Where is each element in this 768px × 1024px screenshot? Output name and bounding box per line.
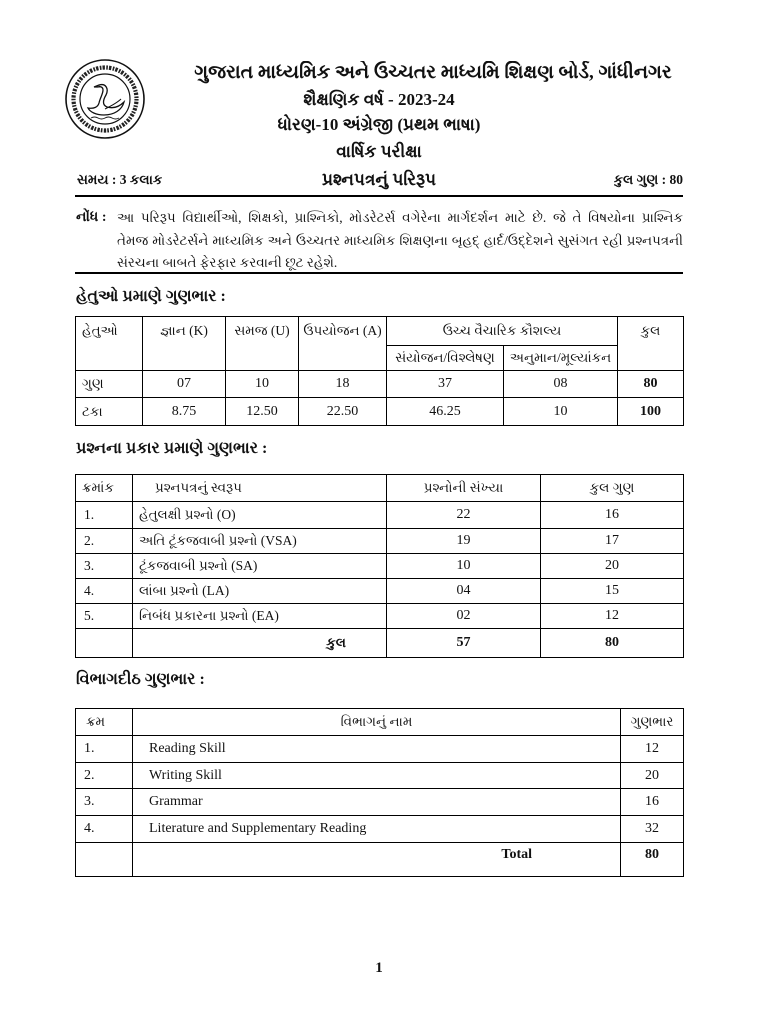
knowledge-value: 8.75	[143, 398, 226, 426]
table-row	[76, 529, 684, 554]
marks: 16	[541, 502, 684, 529]
table-row	[76, 579, 684, 604]
total-question-count: 57	[387, 629, 541, 658]
section-marks: 16	[621, 789, 684, 816]
header-inference-evaluation: અનુમાન/મૂલ્યાંકન	[504, 346, 618, 371]
question-types-table	[75, 474, 684, 658]
table-total-row	[76, 629, 684, 658]
swan-eye	[99, 86, 101, 88]
table-row	[76, 763, 684, 789]
table-header-row	[76, 709, 684, 736]
objectives-weightage-table	[75, 316, 684, 426]
section-name: Literature and Supplementary Reading	[133, 816, 621, 843]
serial-no: 4.	[76, 579, 133, 604]
table-row	[76, 789, 684, 816]
header-higher-order-thinking: ઉચ્ચ વૈચારિક કૌશલ્ય	[387, 317, 618, 346]
serial-no: 2.	[76, 529, 133, 554]
serial-no: 3.	[76, 554, 133, 579]
total-value: 80	[618, 371, 684, 398]
table-row	[76, 502, 684, 529]
evaluation-value: 08	[504, 371, 618, 398]
note-label: નોંધ :	[76, 210, 107, 225]
header-question-type: પ્રશ્નપત્રનું સ્વરૂપ	[133, 475, 387, 502]
header-synthesis-analysis: સંયોજન/વિશ્લેષણ	[387, 346, 504, 371]
header-understanding: સમજ (U)	[226, 317, 299, 371]
table-row	[76, 554, 684, 579]
row-label: ગુણ	[76, 371, 143, 398]
table-row	[76, 371, 684, 398]
serial-no: 4.	[76, 816, 133, 843]
serial-no: 1.	[76, 736, 133, 763]
knowledge-value: 07	[143, 371, 226, 398]
total-value: 100	[618, 398, 684, 426]
section-name: Grammar	[133, 789, 621, 816]
understanding-value: 12.50	[226, 398, 299, 426]
question-count: 19	[387, 529, 541, 554]
question-type: ટૂંકજવાબી પ્રશ્નો (SA)	[133, 554, 387, 579]
question-type: હેતુલક્ષી પ્રશ્નો (O)	[133, 502, 387, 529]
empty-cell	[76, 629, 133, 658]
row-label: ટકા	[76, 398, 143, 426]
note-text	[117, 207, 683, 275]
section-marks: 32	[621, 816, 684, 843]
header-knowledge: જ્ઞાન (K)	[143, 317, 226, 371]
table-total-row	[76, 843, 684, 877]
table-row	[76, 736, 684, 763]
table-row	[76, 816, 684, 843]
section-marks: 20	[621, 763, 684, 789]
marks: 15	[541, 579, 684, 604]
table-header-row	[76, 317, 684, 346]
table-row	[76, 398, 684, 426]
divider	[75, 272, 683, 274]
header-application: ઉપયોજન (A)	[299, 317, 387, 371]
serial-no: 1.	[76, 502, 133, 529]
section-weightage-heading: વિભાગદીઠ ગુણભાર :	[76, 671, 205, 688]
synthesis-value: 37	[387, 371, 504, 398]
question-types-heading: પ્રશ્નના પ્રકાર પ્રમાણે ગુણભાર :	[76, 440, 268, 457]
section-marks: 12	[621, 736, 684, 763]
note-block	[75, 207, 683, 273]
total-marks-value: 80	[541, 629, 684, 658]
question-type: નિબંધ પ્રકારના પ્રશ્નો (EA)	[133, 604, 387, 629]
meta-row	[75, 170, 683, 192]
serial-no: 2.	[76, 763, 133, 789]
total-marks-value: 80	[621, 843, 684, 877]
question-count: 22	[387, 502, 541, 529]
note-line: આ પરિરૂપ વિદ્યાર્થીઓ, શિક્ષકો, પ્રાશ્નિકો, મોડરેટર્સ વગેરેના માર્ગદર્શન માટે છે. જે તે વિષયોના પ્રાશ્નિક	[117, 210, 683, 225]
application-value: 22.50	[299, 398, 387, 426]
objectives-heading: હેતુઓ પ્રમાણે ગુણભાર :	[76, 288, 226, 305]
total-label: કુલ	[133, 629, 387, 658]
table-header-row	[76, 475, 684, 502]
board-title: ગુજરાત માધ્યમિક અને ઉચ્ચતર માધ્યમિ શિક્ષણ બોર્ડ, ગાંધીનગર	[194, 62, 672, 83]
header-total-marks: કુલ ગુણ	[541, 475, 684, 502]
marks: 20	[541, 554, 684, 579]
section-name: Reading Skill	[133, 736, 621, 763]
header-objective: હેતુઓ	[76, 317, 143, 371]
table-row	[76, 604, 684, 629]
header-weightage: ગુણભાર	[621, 709, 684, 736]
header-serial-no: ક્રમ	[76, 709, 133, 736]
question-count: 02	[387, 604, 541, 629]
evaluation-value: 10	[504, 398, 618, 426]
question-type: લાંબા પ્રશ્નો (LA)	[133, 579, 387, 604]
section-weightage-table	[75, 708, 684, 877]
marks: 17	[541, 529, 684, 554]
question-count: 10	[387, 554, 541, 579]
understanding-value: 10	[226, 371, 299, 398]
header-question-count: પ્રશ્નોની સંખ્યા	[387, 475, 541, 502]
header-serial-no: ક્રમાંક	[76, 475, 133, 502]
note-line: તેમજ મોડરેટર્સને માધ્યમિક અને ઉચ્ચતર માધ્યમિક શિક્ષણના બૃહદ્ હાર્દ/ઉદ્દેશને સુસંગત રહી પ્રશ્નપત્રની	[117, 232, 683, 248]
empty-cell	[76, 843, 133, 877]
synthesis-value: 46.25	[387, 398, 504, 426]
note-line: સંરચના બાબતે ફેરફાર કરવાની છૂટ રહેશે.	[117, 255, 338, 270]
exam-name: વાર્ષિક પરીક્ષા	[336, 142, 422, 161]
marks: 12	[541, 604, 684, 629]
academic-year: શૈક્ષણિક વર્ષ - 2023-24	[303, 90, 455, 109]
header-total: કુલ	[618, 317, 684, 371]
serial-no: 3.	[76, 789, 133, 816]
blueprint-title: પ્રશ્નપત્રનું પરિરૂપ	[321, 170, 437, 189]
divider	[75, 195, 683, 197]
page-number: 1	[375, 960, 383, 976]
total-label: Total	[133, 843, 621, 877]
total-marks: કુલ ગુણ : 80	[613, 172, 683, 187]
question-type: અતિ ટૂંકજવાબી પ્રશ્નો (VSA)	[133, 529, 387, 554]
serial-no: 5.	[76, 604, 133, 629]
section-name: Writing Skill	[133, 763, 621, 789]
header-section-name: વિભાગનું નામ	[133, 709, 621, 736]
question-count: 04	[387, 579, 541, 604]
standard-subject: ધોરણ-10 અંગ્રેજી (પ્રથમ ભાષા)	[277, 115, 481, 134]
application-value: 18	[299, 371, 387, 398]
exam-duration: સમય : 3 કલાક	[77, 172, 163, 187]
